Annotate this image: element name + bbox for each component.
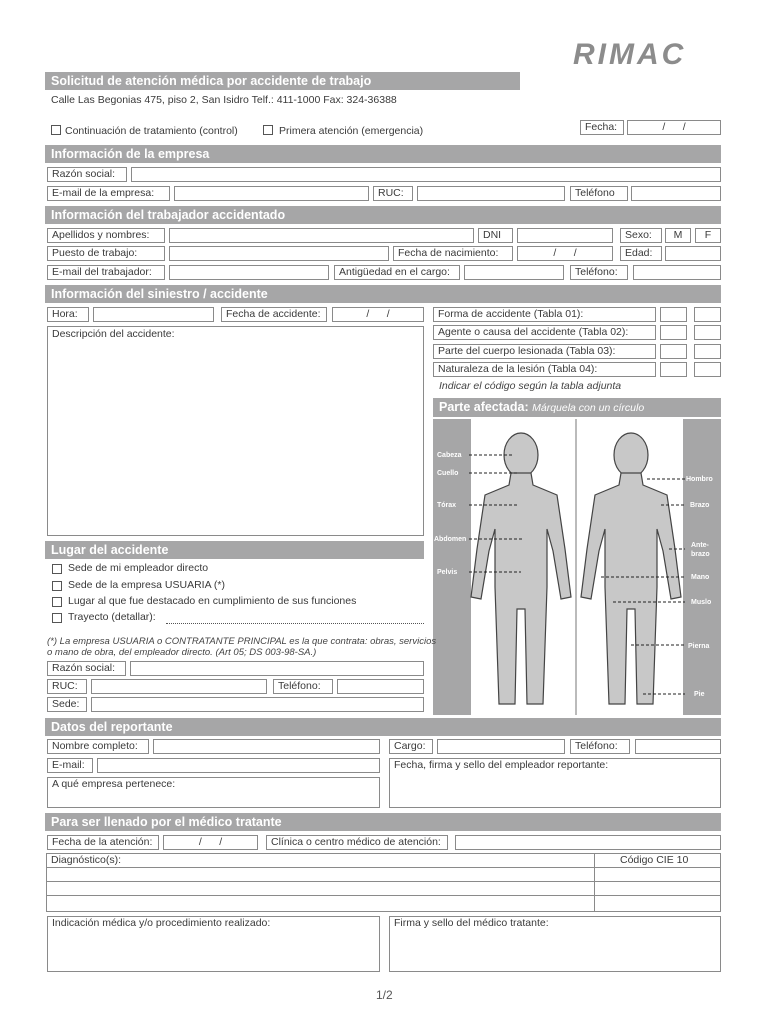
lugar-ruc-input[interactable]	[91, 679, 267, 694]
email-trabajador-label: E-mail del trabajador:	[47, 265, 165, 280]
fecha-accidente-label: Fecha de accidente:	[221, 307, 327, 322]
trayecto-line[interactable]	[166, 623, 424, 624]
agente-label: Agente o causa del accidente (Tabla 02):	[433, 325, 656, 340]
nacimiento-input[interactable]: / /	[517, 246, 613, 261]
cargo-label: Cargo:	[389, 739, 433, 754]
email-trabajador-input[interactable]	[169, 265, 329, 280]
apellidos-input[interactable]	[169, 228, 474, 243]
lugar-razon-input[interactable]	[130, 661, 424, 676]
label-cabeza: Cabeza	[437, 452, 462, 459]
indicacion-box[interactable]: Indicación médica y/o procedimiento realizado:	[47, 916, 380, 972]
lugar-telefono-label: Teléfono:	[273, 679, 333, 694]
lugar-checkbox-2[interactable]	[52, 581, 62, 591]
nombre-input[interactable]	[153, 739, 380, 754]
apellidos-label: Apellidos y nombres:	[47, 228, 165, 243]
parte-afectada-header: Parte afectada: Márquela con un círculo	[433, 398, 721, 417]
rimac-logo: RIMAC	[573, 38, 687, 71]
lugar-item-3: Lugar al que fue destacado en cumplimiento de sus funciones	[68, 595, 357, 607]
clinica-label: Clínica o centro médico de atención:	[266, 835, 448, 850]
label-pie: Pie	[694, 691, 705, 698]
reportante-email-input[interactable]	[97, 758, 380, 773]
reportante-email-label: E-mail:	[47, 758, 93, 773]
forma-code-2[interactable]	[694, 307, 721, 322]
body-diagram[interactable]	[433, 419, 721, 715]
lugar-razon-label: Razón social:	[47, 661, 126, 676]
nombre-label: Nombre completo:	[47, 739, 149, 754]
reportante-header: Datos del reportante	[45, 718, 721, 736]
fecha-accidente-input[interactable]: / /	[332, 307, 424, 322]
firma-medico-box[interactable]: Firma y sello del médico tratante:	[389, 916, 721, 972]
telefono-trabajador-input[interactable]	[633, 265, 721, 280]
lugar-checkbox-4[interactable]	[52, 613, 62, 623]
diagnostico-rows[interactable]	[46, 867, 592, 910]
indicar-note: Indicar el código según la tabla adjunta	[439, 380, 622, 392]
label-abdomen: Abdomen	[434, 536, 467, 543]
dni-label: DNI	[478, 228, 513, 243]
agente-code-1[interactable]	[660, 325, 687, 340]
lugar-item-1: Sede de mi empleador directo	[68, 562, 209, 574]
page-number: 1/2	[376, 988, 393, 1002]
dni-input[interactable]	[517, 228, 613, 243]
label-pelvis: Pelvis	[437, 569, 458, 576]
telefono-trabajador-label: Teléfono:	[570, 265, 628, 280]
fecha-atencion-label: Fecha de la atención:	[47, 835, 159, 850]
descripcion-accidente[interactable]: Descripción del accidente:	[47, 326, 424, 536]
sexo-f[interactable]: F	[695, 228, 721, 243]
lugar-ruc-label: RUC:	[47, 679, 87, 694]
lugar-item-4: Trayecto (detallar):	[68, 611, 156, 623]
telefono-empresa-input[interactable]	[631, 186, 721, 201]
label-muslo: Muslo	[691, 599, 712, 606]
naturaleza-label: Naturaleza de la lesión (Tabla 04):	[433, 362, 656, 377]
parte-code-2[interactable]	[694, 344, 721, 359]
diagnostico-label: Diagnóstico(s):	[51, 854, 122, 866]
primera-atencion-checkbox[interactable]	[263, 125, 273, 135]
edad-input[interactable]	[665, 246, 721, 261]
primera-atencion-label: Primera atención (emergencia)	[279, 125, 424, 137]
email-empresa-input[interactable]	[174, 186, 369, 201]
fecha-atencion-input[interactable]: / /	[163, 835, 258, 850]
fecha-label: Fecha:	[580, 120, 624, 135]
sexo-label: Sexo:	[620, 228, 662, 243]
fecha-input[interactable]: / /	[627, 120, 721, 135]
hora-input[interactable]	[93, 307, 214, 322]
antiguedad-input[interactable]	[464, 265, 564, 280]
form-title: Solicitud de atención médica por accidente de trabajo	[45, 72, 520, 90]
lugar-sede-input[interactable]	[91, 697, 424, 712]
naturaleza-code-1[interactable]	[660, 362, 687, 377]
lugar-checkbox-3[interactable]	[52, 597, 62, 607]
label-brazo: Brazo	[690, 502, 710, 509]
label-torax: Tórax	[437, 502, 457, 509]
hora-label: Hora:	[47, 307, 89, 322]
lugar-header: Lugar del accidente	[45, 541, 424, 559]
empresa-pertenece-box[interactable]: A qué empresa pertenece:	[47, 777, 380, 808]
reportante-telefono-input[interactable]	[635, 739, 721, 754]
continuacion-checkbox[interactable]	[51, 125, 61, 135]
fecha-firma-box[interactable]: Fecha, firma y sello del empleador reportante:	[389, 758, 721, 808]
empresa-header: Información de la empresa	[45, 145, 721, 163]
label-pierna: Pierna	[688, 643, 710, 650]
parte-label: Parte del cuerpo lesionada (Tabla 03):	[433, 344, 656, 359]
label-ante: Ante-	[691, 542, 709, 549]
siniestro-header: Información del siniestro / accidente	[45, 285, 721, 303]
reportante-telefono-label: Teléfono:	[570, 739, 630, 754]
label-cuello: Cuello	[437, 470, 459, 477]
label-mano: Mano	[691, 574, 710, 581]
lugar-nota-2: o mano de obra, del empleador directo. (Art 05; DS 003-98-SA.)	[47, 647, 317, 658]
lugar-item-2: Sede de la empresa USUARIA (*)	[68, 579, 225, 591]
nacimiento-label: Fecha de nacimiento:	[393, 246, 513, 261]
medico-header: Para ser llenado por el médico tratante	[45, 813, 721, 831]
lugar-nota-1: (*) La empresa USUARIA o CONTRATANTE PRINCIPAL es la que contrata: obras, servicios	[47, 636, 437, 647]
trabajador-header: Información del trabajador accidentado	[45, 206, 721, 224]
lugar-sede-label: Sede:	[47, 697, 87, 712]
clinica-input[interactable]	[455, 835, 721, 850]
continuacion-label: Continuación de tratamiento (control)	[65, 125, 238, 137]
lugar-checkbox-1[interactable]	[52, 564, 62, 574]
puesto-input[interactable]	[169, 246, 389, 261]
forma-code-1[interactable]	[660, 307, 687, 322]
ruc-label: RUC:	[373, 186, 413, 201]
label-hombro: Hombro	[686, 476, 713, 483]
sexo-m[interactable]: M	[665, 228, 691, 243]
company-address: Calle Las Begonias 475, piso 2, San Isidro Telf.: 411-1000 Fax: 324-36388	[51, 94, 397, 106]
lugar-telefono-input[interactable]	[337, 679, 424, 694]
email-empresa-label: E-mail de la empresa:	[47, 186, 170, 201]
puesto-label: Puesto de trabajo:	[47, 246, 165, 261]
antiguedad-label: Antigüedad en el cargo:	[334, 265, 460, 280]
cie-label: Código CIE 10	[620, 854, 689, 866]
telefono-empresa-label: Teléfono	[570, 186, 628, 201]
parte-code-1[interactable]	[660, 344, 687, 359]
edad-label: Edad:	[620, 246, 662, 261]
ruc-input[interactable]	[417, 186, 565, 201]
razon-social-input[interactable]	[131, 167, 721, 182]
cargo-input[interactable]	[437, 739, 565, 754]
naturaleza-code-2[interactable]	[694, 362, 721, 377]
label-brazo2: brazo	[691, 551, 710, 558]
agente-code-2[interactable]	[694, 325, 721, 340]
razon-social-label: Razón social:	[47, 167, 127, 182]
forma-label: Forma de accidente (Tabla 01):	[433, 307, 656, 322]
